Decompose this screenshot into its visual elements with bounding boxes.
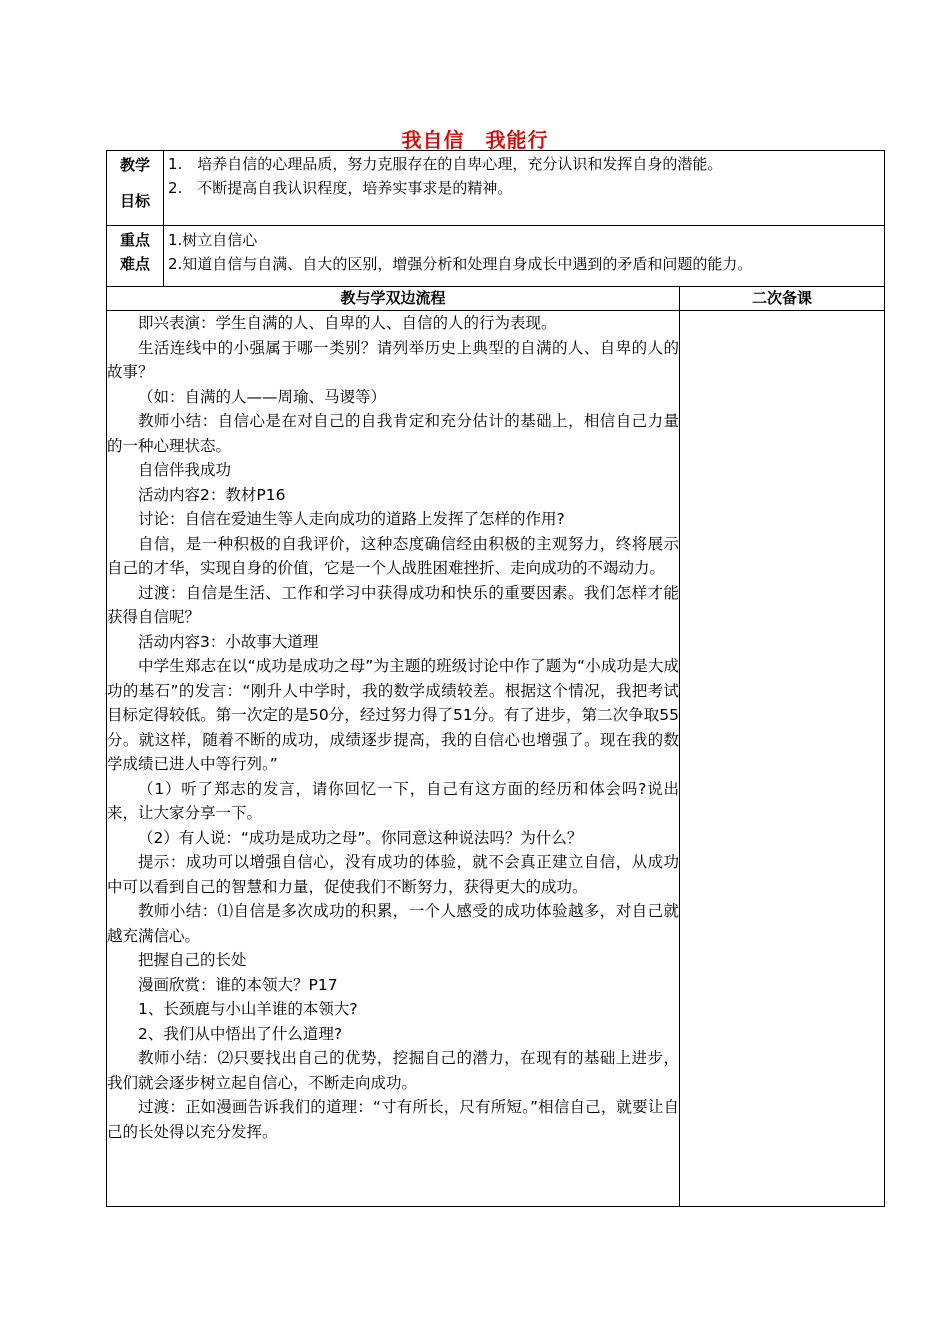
- keypoint-item: 2.知道自信与自满、自大的区别，增强分析和处理自身成长中遇到的矛盾和问题的能力。: [168, 255, 753, 273]
- process-row: [107, 311, 885, 1207]
- page-title: 我自信 我能行: [401, 128, 549, 152]
- goals-label-cell: [107, 151, 164, 226]
- process-content-cell: [107, 311, 680, 1207]
- process-paragraph: 过渡：正如漫画告诉我们的道理：“寸有所长，尺有所短。”相信自己，就要让自己的长处得以充分发挥。: [107, 1098, 679, 1141]
- process-paragraph: 活动内容3：小故事大道理: [138, 632, 319, 651]
- keypoints-row: [107, 226, 885, 287]
- process-paragraph: 把握自己的长处: [138, 951, 247, 969]
- process-paragraph: 自信，是一种积极的自我评价，这种态度确信经由积极的主观努力，终将展示自己的才华，实现自身的价值，它是一个人战胜困难挫折、走向成功的不竭动力。: [107, 534, 679, 577]
- keypoint-item: 1.树立自信心: [168, 231, 258, 249]
- second-prep-column-header: 二次备课: [680, 287, 885, 311]
- process-paragraph: 自信伴我成功: [138, 461, 232, 479]
- process-paragraph: 教师小结：⑴自信是多次成功的积累，一个人感受的成功体验越多，对自己就越充满信心。: [107, 902, 679, 945]
- second-prep-cell: [680, 311, 885, 1207]
- process-paragraph: （如：自满的人——周瑜、马谡等）: [138, 387, 387, 406]
- goals-label-line1: 教学: [119, 156, 150, 174]
- keypoints-content-cell: [164, 226, 885, 287]
- process-paragraph: 教师小结：自信心是在对自己的自我肯定和充分估计的基础上，相信自己力量的一种心理状态。: [107, 412, 679, 455]
- process-paragraph: 2、我们从中悟出了什么道理?: [138, 1024, 343, 1043]
- process-paragraph: 过渡：自信是生活、工作和学习中获得成功和快乐的重要因素。我们怎样才能获得自信呢？: [107, 583, 679, 626]
- goals-row: [107, 151, 885, 226]
- process-paragraph: 活动内容2：教材P16: [138, 485, 286, 504]
- column-header-row: [107, 287, 885, 311]
- process-paragraph: 漫画欣赏：谁的本领大？P17: [138, 975, 338, 994]
- goal-item: 1. 培养自信的心理品质，努力克服存在的自卑心理，充分认识和发挥自身的潜能。: [168, 155, 723, 173]
- process-paragraph: 讨论：自信在爱迪生等人走向成功的道路上发挥了怎样的作用?: [138, 510, 565, 528]
- process-column-header: 教与学双边流程: [107, 287, 680, 311]
- keypoints-label-line2: 难点: [119, 255, 150, 273]
- process-paragraph: 中学生郑志在以“成功是成功之母”为主题的班级讨论中作了题为“小成功是大成功的基石”的发言：“刚升人中学时，我的数学成绩较差。根据这个情况，我把考试目标定得较低。第一次定的是50分，经过努力得了51分。有了进步，第二次争取55分。就这样，随着不断的成功，成绩逐步提高，我的自信心也增强了。现在我的数学成绩已进人中等行列。”: [107, 657, 679, 773]
- process-paragraph: 提示：成功可以增强自信心，没有成功的体验，就不会真正建立自信，从成功中可以看到自己的智慧和力量，促使我们不断努力，获得更大的成功。: [107, 853, 679, 896]
- goal-item: 2. 不断提高自我认识程度，培养实事求是的精神。: [168, 179, 513, 197]
- goals-content-cell: [164, 151, 885, 226]
- process-paragraph: 教师小结：⑵只要找出自己的优势，挖掘自己的潜力，在现有的基础上进步，我们就会逐步树立起自信心，不断走向成功。: [107, 1049, 679, 1092]
- process-paragraph: 即兴表演：学生自满的人、自卑的人、自信的人的行为表现。: [138, 314, 557, 332]
- process-paragraph: （1）听了郑志的发言，请你回忆一下，自己有这方面的经历和体会吗?说出来，让大家分享一下。: [107, 779, 679, 822]
- process-paragraph: （2）有人说：“成功是成功之母”。你同意这种说法吗？为什么？: [138, 828, 583, 847]
- goals-label-line2: 目标: [119, 192, 150, 210]
- keypoints-label-cell: [107, 226, 164, 287]
- lesson-plan-table: [106, 150, 885, 1207]
- process-paragraph: 生活连线中的小强属于哪一类别？请列举历史上典型的自满的人、自卑的人的故事？: [107, 338, 679, 381]
- process-paragraph: 1、长颈鹿与小山羊谁的本领大?: [138, 1000, 358, 1018]
- keypoints-label-line1: 重点: [119, 231, 150, 249]
